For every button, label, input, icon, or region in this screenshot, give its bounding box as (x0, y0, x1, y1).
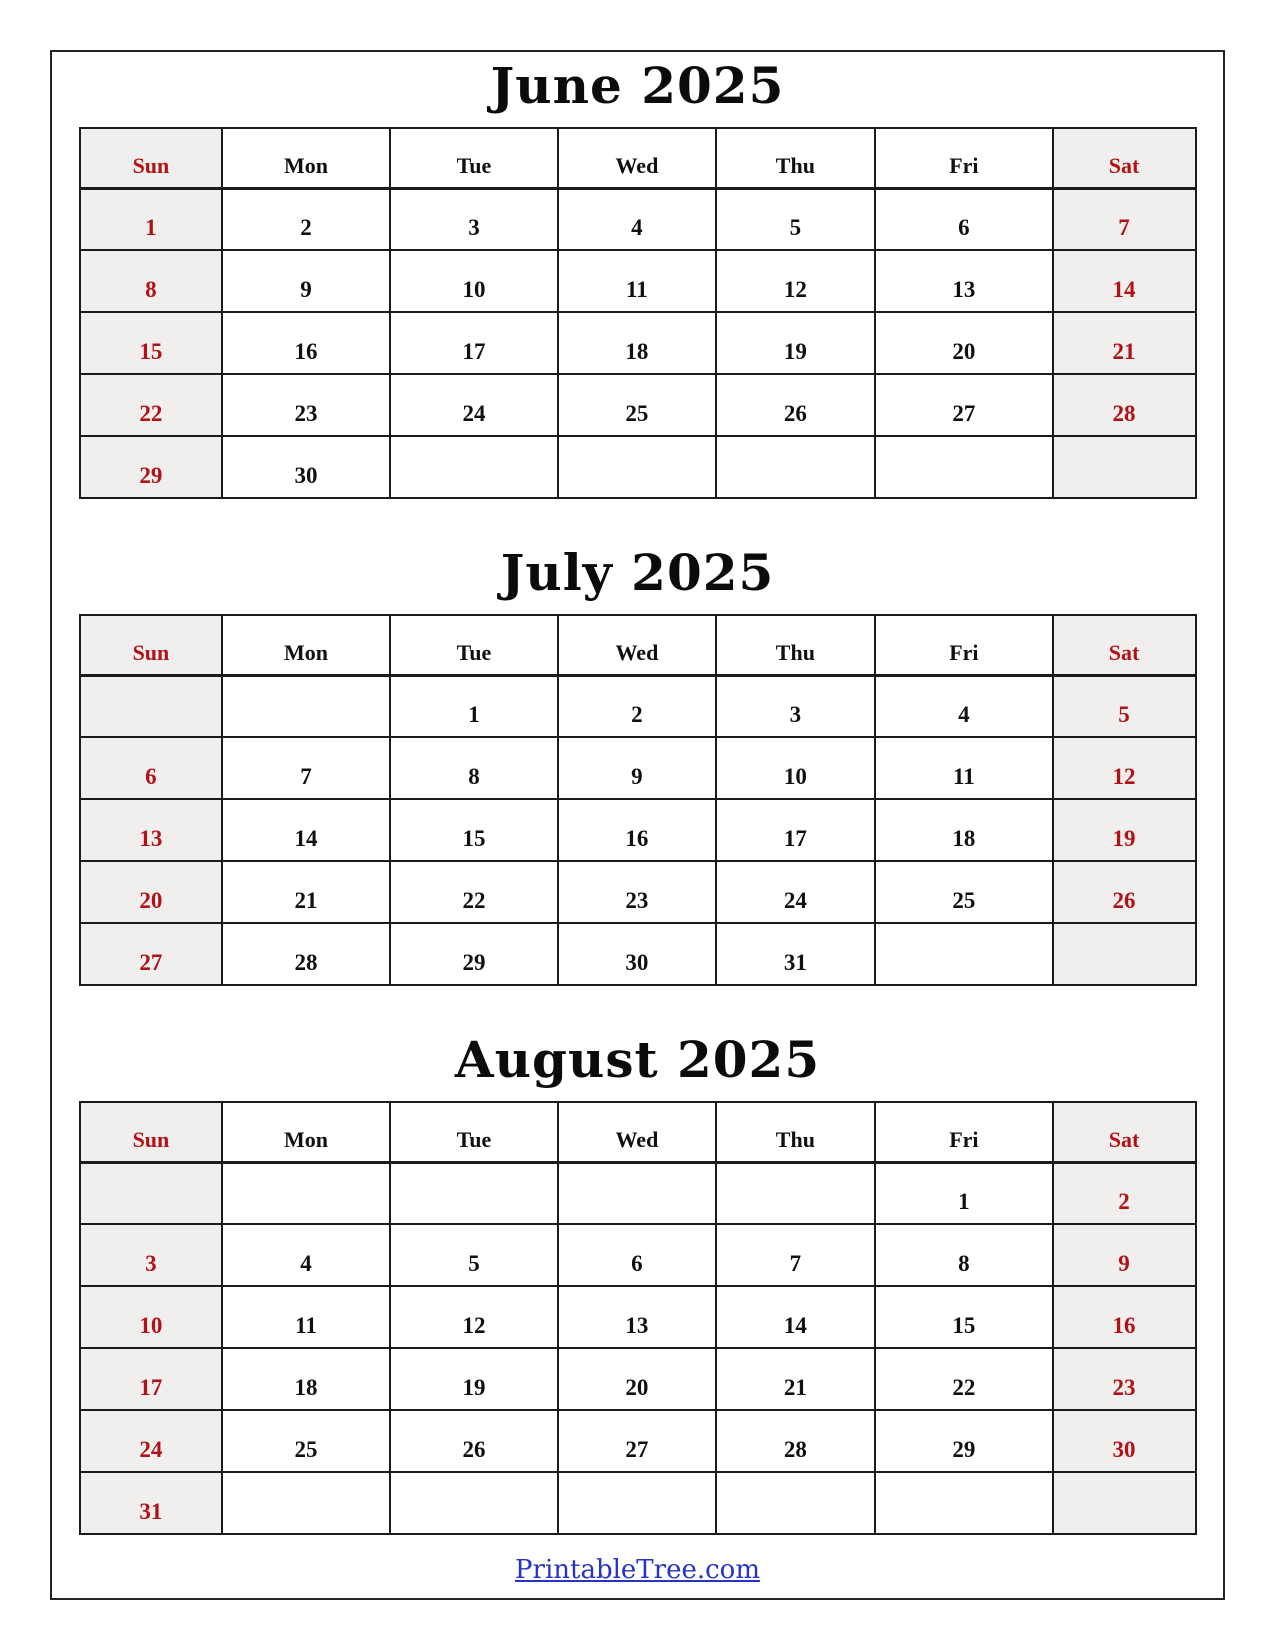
month-section (52, 1032, 1223, 1535)
empty-day-cell (875, 1472, 1052, 1534)
day-cell: 5 (390, 1224, 559, 1286)
day-cell: 30 (222, 436, 389, 498)
empty-day-cell (558, 1162, 715, 1224)
day-cell: 2 (222, 188, 389, 250)
week-row (80, 1348, 1196, 1410)
day-cell: 16 (222, 312, 389, 374)
day-cell: 4 (222, 1224, 389, 1286)
week-row (80, 1224, 1196, 1286)
day-cell: 26 (390, 1410, 559, 1472)
month-section (52, 58, 1223, 499)
weekday-header-wed: Wed (558, 128, 715, 188)
day-cell: 27 (558, 1410, 715, 1472)
day-cell: 31 (716, 923, 876, 985)
weekday-header-fri: Fri (875, 128, 1052, 188)
week-row (80, 188, 1196, 250)
month-section (52, 545, 1223, 986)
day-cell: 1 (875, 1162, 1052, 1224)
day-cell: 19 (1053, 799, 1196, 861)
empty-day-cell (390, 1162, 559, 1224)
day-cell: 22 (390, 861, 559, 923)
empty-day-cell (80, 1162, 223, 1224)
day-cell: 17 (716, 799, 876, 861)
day-cell: 10 (80, 1286, 223, 1348)
weekday-header-tue: Tue (390, 128, 559, 188)
week-row (80, 799, 1196, 861)
empty-day-cell (875, 436, 1052, 498)
day-cell: 6 (875, 188, 1052, 250)
weekday-header-mon: Mon (222, 128, 389, 188)
day-cell: 2 (558, 675, 715, 737)
weekday-header-sun: Sun (80, 1102, 223, 1162)
day-cell: 22 (875, 1348, 1052, 1410)
day-cell: 3 (716, 675, 876, 737)
month-table (79, 127, 1197, 499)
week-row (80, 374, 1196, 436)
day-cell: 24 (716, 861, 876, 923)
day-cell: 15 (875, 1286, 1052, 1348)
day-cell: 17 (80, 1348, 223, 1410)
empty-day-cell (716, 1162, 876, 1224)
empty-day-cell (558, 436, 715, 498)
empty-day-cell (716, 436, 876, 498)
day-cell: 25 (875, 861, 1052, 923)
day-cell: 31 (80, 1472, 223, 1534)
empty-day-cell (716, 1472, 876, 1534)
month-title: June 2025 (490, 56, 785, 115)
day-cell: 10 (716, 737, 876, 799)
week-row (80, 923, 1196, 985)
day-cell: 12 (716, 250, 876, 312)
day-cell: 13 (875, 250, 1052, 312)
day-cell: 9 (1053, 1224, 1196, 1286)
day-cell: 19 (716, 312, 876, 374)
day-cell: 30 (1053, 1410, 1196, 1472)
month-title: July 2025 (500, 543, 775, 602)
day-cell: 9 (558, 737, 715, 799)
page-border-frame (50, 50, 1225, 1600)
empty-day-cell (558, 1472, 715, 1534)
week-row (80, 1286, 1196, 1348)
weekday-header-row (80, 615, 1196, 675)
day-cell: 29 (390, 923, 559, 985)
weekday-header-fri: Fri (875, 615, 1052, 675)
day-cell: 25 (222, 1410, 389, 1472)
weekday-header-sat: Sat (1053, 615, 1196, 675)
empty-day-cell (80, 675, 223, 737)
weekday-header-row (80, 128, 1196, 188)
day-cell: 21 (716, 1348, 876, 1410)
day-cell: 10 (390, 250, 559, 312)
day-cell: 8 (875, 1224, 1052, 1286)
day-cell: 17 (390, 312, 559, 374)
day-cell: 11 (222, 1286, 389, 1348)
weekday-header-wed: Wed (558, 615, 715, 675)
day-cell: 20 (558, 1348, 715, 1410)
day-cell: 28 (222, 923, 389, 985)
weekday-header-sat: Sat (1053, 128, 1196, 188)
weekday-header-wed: Wed (558, 1102, 715, 1162)
day-cell: 11 (875, 737, 1052, 799)
weekday-header-sun: Sun (80, 615, 223, 675)
weekday-header-sat: Sat (1053, 1102, 1196, 1162)
day-cell: 6 (80, 737, 223, 799)
day-cell: 9 (222, 250, 389, 312)
weekday-header-sun: Sun (80, 128, 223, 188)
day-cell: 5 (1053, 675, 1196, 737)
day-cell: 24 (80, 1410, 223, 1472)
day-cell: 7 (716, 1224, 876, 1286)
day-cell: 3 (390, 188, 559, 250)
empty-day-cell (1053, 923, 1196, 985)
day-cell: 4 (875, 675, 1052, 737)
week-row (80, 1162, 1196, 1224)
weekday-header-row (80, 1102, 1196, 1162)
month-table-body (80, 675, 1196, 985)
empty-day-cell (222, 675, 389, 737)
day-cell: 16 (1053, 1286, 1196, 1348)
day-cell: 21 (1053, 312, 1196, 374)
day-cell: 28 (716, 1410, 876, 1472)
day-cell: 14 (1053, 250, 1196, 312)
week-row (80, 312, 1196, 374)
day-cell: 30 (558, 923, 715, 985)
day-cell: 16 (558, 799, 715, 861)
weekday-header-thu: Thu (716, 128, 876, 188)
empty-day-cell (390, 1472, 559, 1534)
day-cell: 26 (1053, 861, 1196, 923)
empty-day-cell (222, 1162, 389, 1224)
month-table (79, 614, 1197, 986)
day-cell: 7 (222, 737, 389, 799)
day-cell: 8 (80, 250, 223, 312)
day-cell: 14 (222, 799, 389, 861)
day-cell: 20 (80, 861, 223, 923)
weekday-header-mon: Mon (222, 1102, 389, 1162)
month-table (79, 1101, 1197, 1535)
day-cell: 18 (875, 799, 1052, 861)
day-cell: 11 (558, 250, 715, 312)
day-cell: 7 (1053, 188, 1196, 250)
day-cell: 12 (1053, 737, 1196, 799)
day-cell: 18 (222, 1348, 389, 1410)
day-cell: 15 (80, 312, 223, 374)
weekday-header-thu: Thu (716, 1102, 876, 1162)
month-table-body (80, 1162, 1196, 1534)
weekday-header-thu: Thu (716, 615, 876, 675)
day-cell: 23 (1053, 1348, 1196, 1410)
week-row (80, 861, 1196, 923)
day-cell: 29 (80, 436, 223, 498)
weekday-header-fri: Fri (875, 1102, 1052, 1162)
week-row (80, 737, 1196, 799)
footer-link[interactable]: PrintableTree.com (515, 1555, 760, 1585)
day-cell: 20 (875, 312, 1052, 374)
day-cell: 15 (390, 799, 559, 861)
day-cell: 29 (875, 1410, 1052, 1472)
week-row (80, 436, 1196, 498)
day-cell: 25 (558, 374, 715, 436)
weekday-header-tue: Tue (390, 615, 559, 675)
day-cell: 1 (390, 675, 559, 737)
day-cell: 18 (558, 312, 715, 374)
day-cell: 19 (390, 1348, 559, 1410)
day-cell: 21 (222, 861, 389, 923)
month-title: August 2025 (454, 1030, 821, 1089)
day-cell: 3 (80, 1224, 223, 1286)
empty-day-cell (390, 436, 559, 498)
day-cell: 6 (558, 1224, 715, 1286)
day-cell: 23 (558, 861, 715, 923)
day-cell: 28 (1053, 374, 1196, 436)
day-cell: 8 (390, 737, 559, 799)
day-cell: 2 (1053, 1162, 1196, 1224)
day-cell: 23 (222, 374, 389, 436)
month-table-body (80, 188, 1196, 498)
week-row (80, 1472, 1196, 1534)
weekday-header-mon: Mon (222, 615, 389, 675)
week-row (80, 1410, 1196, 1472)
day-cell: 13 (558, 1286, 715, 1348)
day-cell: 13 (80, 799, 223, 861)
empty-day-cell (875, 923, 1052, 985)
day-cell: 4 (558, 188, 715, 250)
footer (52, 1555, 1223, 1585)
week-row (80, 675, 1196, 737)
day-cell: 24 (390, 374, 559, 436)
week-row (80, 250, 1196, 312)
day-cell: 12 (390, 1286, 559, 1348)
months-container (52, 58, 1223, 1535)
empty-day-cell (222, 1472, 389, 1534)
empty-day-cell (1053, 1472, 1196, 1534)
day-cell: 5 (716, 188, 876, 250)
empty-day-cell (1053, 436, 1196, 498)
day-cell: 27 (875, 374, 1052, 436)
day-cell: 1 (80, 188, 223, 250)
day-cell: 26 (716, 374, 876, 436)
day-cell: 27 (80, 923, 223, 985)
day-cell: 14 (716, 1286, 876, 1348)
day-cell: 22 (80, 374, 223, 436)
weekday-header-tue: Tue (390, 1102, 559, 1162)
